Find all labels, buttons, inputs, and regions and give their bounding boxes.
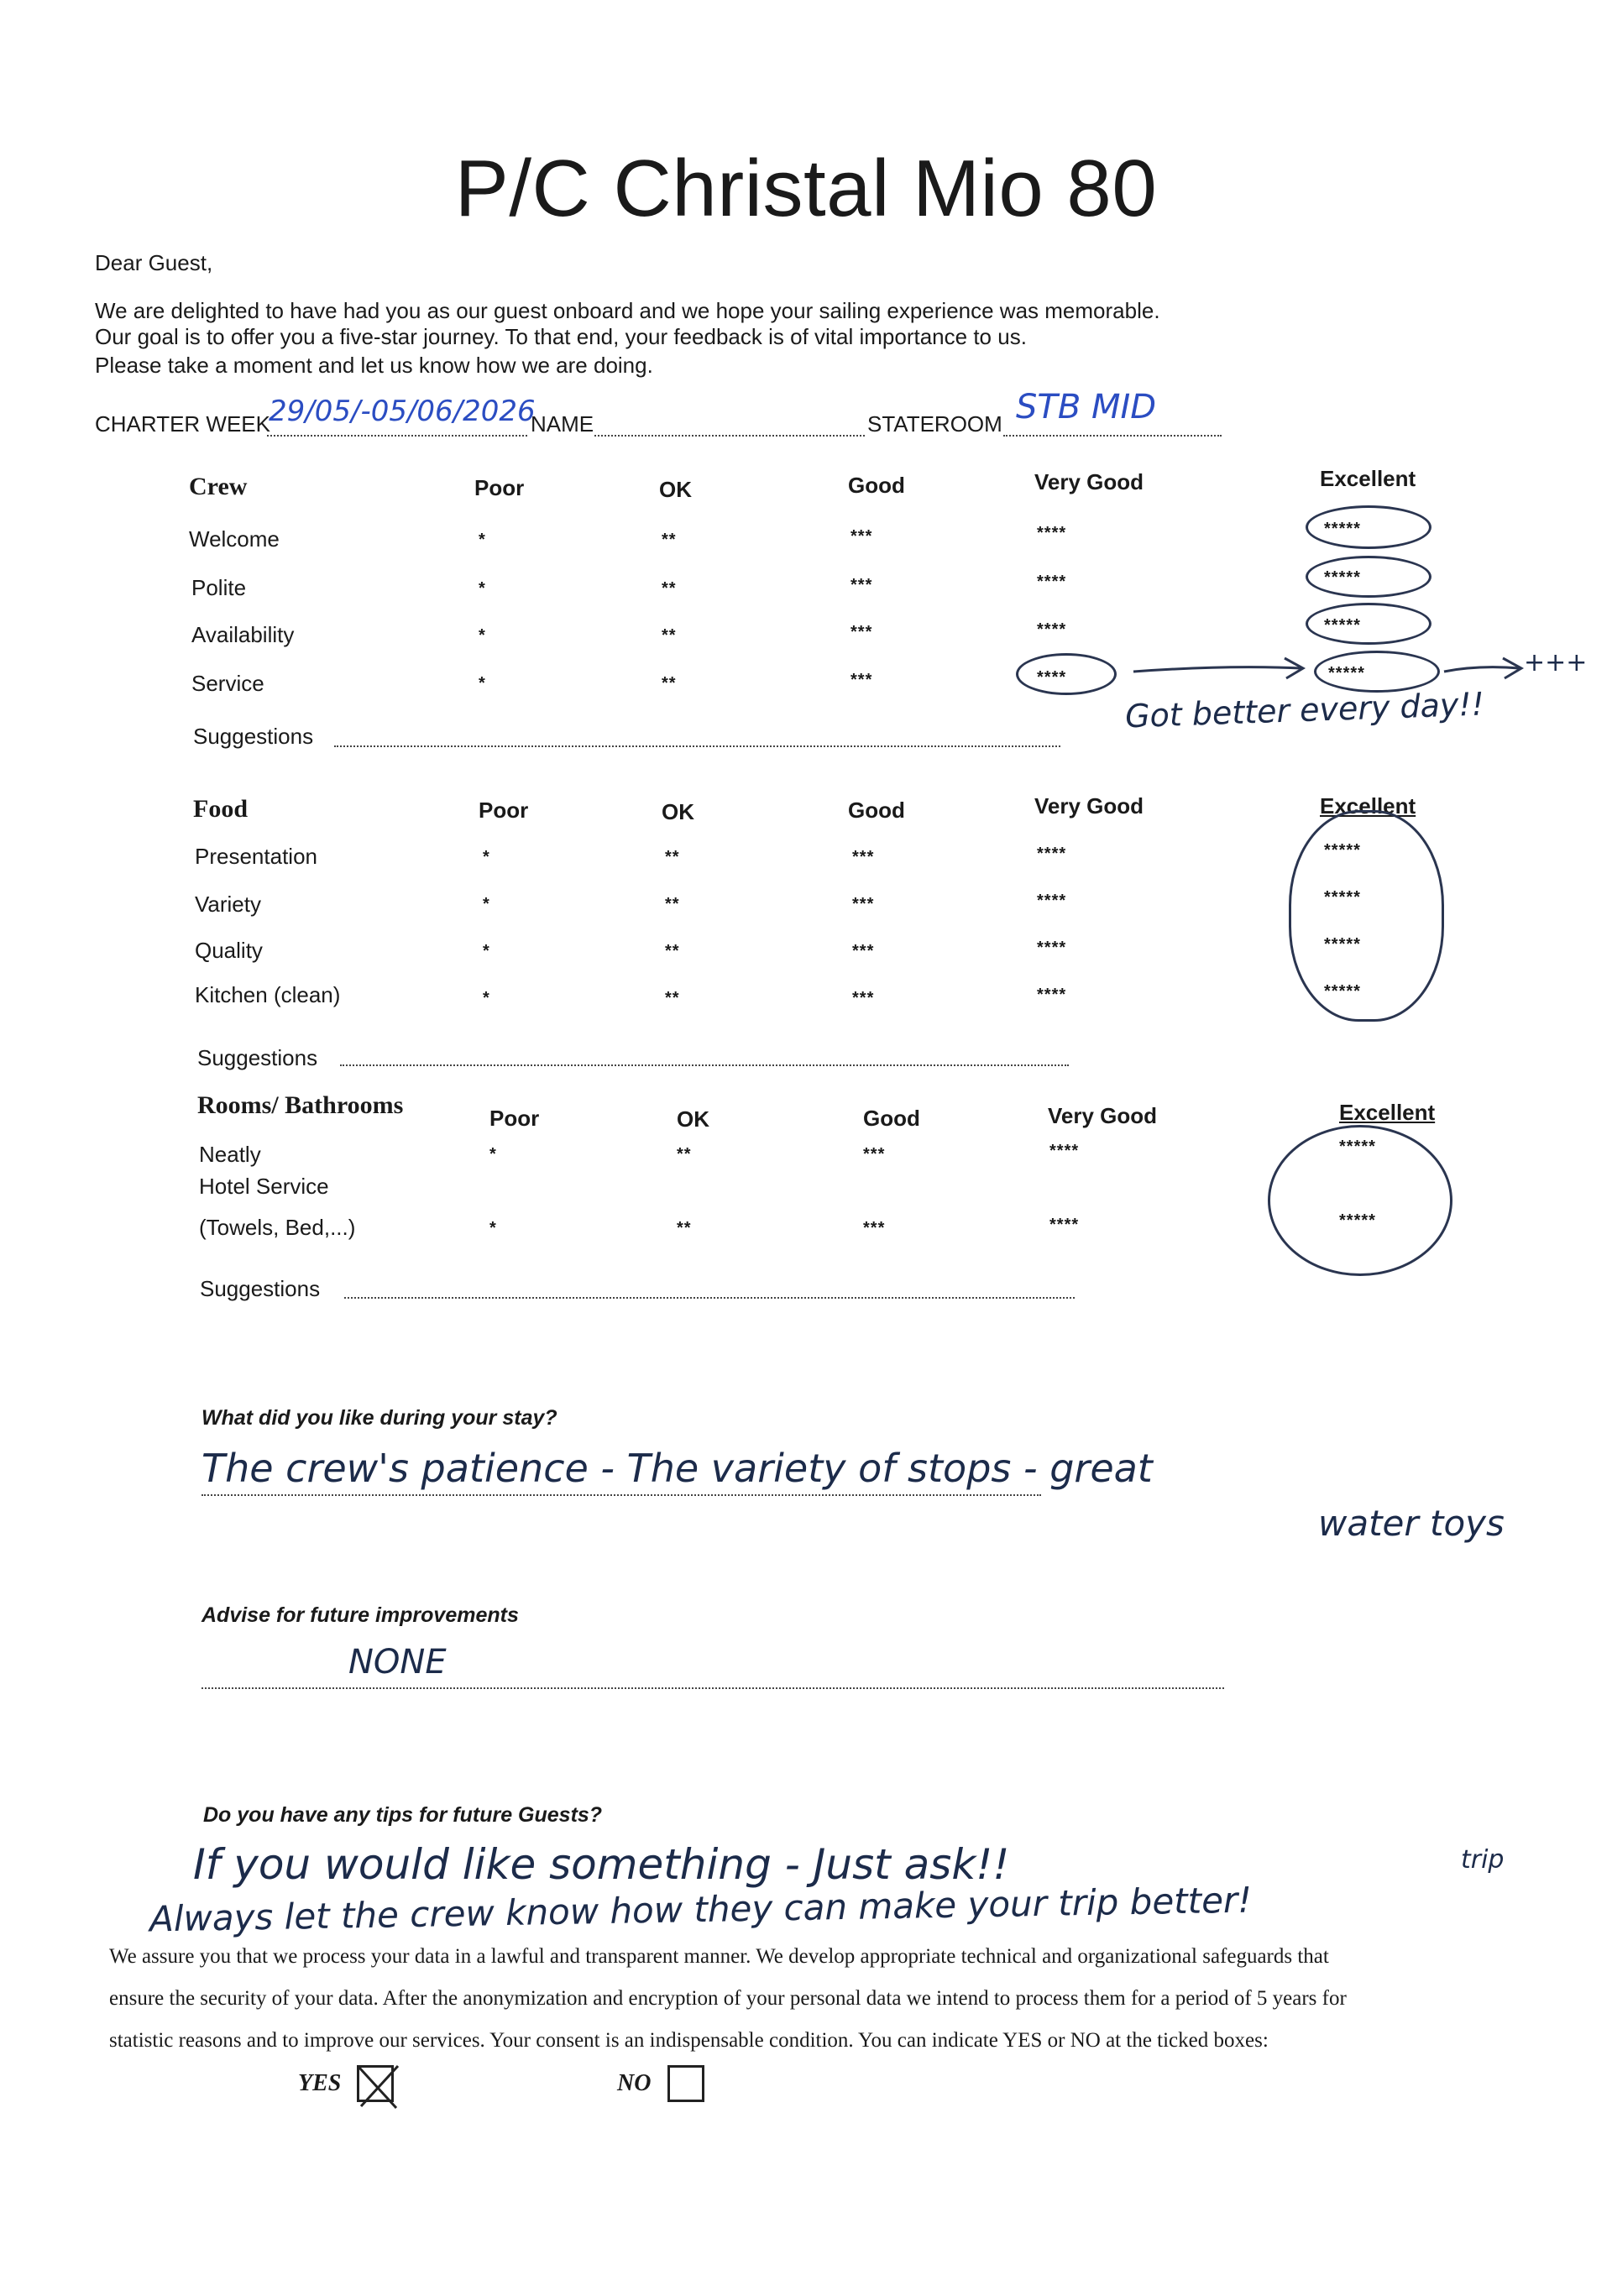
charter-week-label: CHARTER WEEK	[95, 411, 270, 437]
star-5[interactable]: *****	[1324, 982, 1361, 1001]
selection-circle	[1306, 603, 1431, 645]
star-3[interactable]: ***	[850, 576, 873, 594]
star-5[interactable]: *****	[1339, 1138, 1376, 1156]
question-improvements: Advise for future improvements	[202, 1603, 519, 1627]
star-4[interactable]: ****	[1037, 524, 1067, 542]
col-very-good: Very Good	[1048, 1103, 1158, 1128]
consent-no-checkbox[interactable]	[667, 2065, 704, 2102]
answer-liked-line-2[interactable]: water toys	[1318, 1503, 1505, 1544]
answer-tips-line-2[interactable]: Always let the crew know how they can make your trip better!	[149, 1879, 1253, 1940]
rooms-heading: Rooms/ Bathrooms	[197, 1091, 404, 1119]
checkbox-cross-icon	[354, 2063, 405, 2113]
rooms-item-neatly: Neatly	[199, 1142, 261, 1167]
star-3[interactable]: ***	[852, 848, 875, 866]
star-4[interactable]: ****	[1049, 1216, 1080, 1234]
crew-item-service: Service	[191, 671, 264, 696]
star-4[interactable]: ****	[1037, 668, 1067, 687]
star-1[interactable]: *	[483, 989, 490, 1007]
star-4[interactable]: ****	[1037, 892, 1067, 910]
col-poor: Poor	[479, 798, 529, 823]
star-3[interactable]: ***	[850, 527, 873, 546]
star-5[interactable]: *****	[1339, 1211, 1376, 1230]
rooms-suggestions-label: Suggestions	[200, 1276, 321, 1301]
star-1[interactable]: *	[483, 895, 490, 913]
star-3[interactable]: ***	[852, 895, 875, 913]
consent-yes-label: YES	[298, 2070, 342, 2096]
stateroom-line	[1003, 435, 1222, 437]
answer-liked-line-1[interactable]: The crew's patience - The variety of stops - great	[202, 1446, 1153, 1491]
crew-item-polite: Polite	[191, 575, 247, 600]
star-3[interactable]: ***	[850, 623, 873, 641]
col-ok: OK	[677, 1106, 709, 1132]
star-2[interactable]: **	[662, 626, 677, 645]
col-excellent: Excellent	[1339, 1100, 1436, 1125]
star-2[interactable]: **	[662, 579, 677, 598]
question-liked: What did you like during your stay?	[202, 1406, 557, 1430]
star-5[interactable]: *****	[1324, 888, 1361, 907]
star-3[interactable]: ***	[863, 1145, 886, 1164]
intro-line-1: We are delighted to have had you as our guest onboard and we hope your sailing experience was memorable.	[95, 298, 1160, 323]
consent-text-3: statistic reasons and to improve our services. Your consent is an indispensable condition. You can indicate YES or NO at the ticked boxes:	[109, 2029, 1269, 2052]
star-1[interactable]: *	[483, 942, 490, 960]
crew-item-availability: Availability	[191, 622, 295, 647]
crew-suggestions-line[interactable]	[334, 745, 1060, 747]
answer-improvements-rule	[202, 1687, 1224, 1689]
selection-circle	[1306, 556, 1431, 598]
charter-week-value[interactable]: 29/05/-05/06/2026	[269, 395, 536, 428]
crew-heading: Crew	[189, 473, 248, 500]
star-4[interactable]: ****	[1037, 939, 1067, 957]
crew-suggestions-label: Suggestions	[193, 724, 314, 749]
rooms-item-towels-bed: (Towels, Bed,...)	[199, 1215, 356, 1240]
col-excellent: Excellent	[1320, 793, 1416, 819]
food-heading: Food	[193, 795, 249, 823]
star-2[interactable]: **	[665, 895, 680, 913]
col-ok: OK	[662, 799, 694, 824]
col-good: Good	[848, 473, 905, 498]
consent-text-1: We assure you that we process your data in a lawful and transparent manner. We develop appropriate technical and organizational safeguards that	[109, 1945, 1329, 1968]
star-4[interactable]: ****	[1037, 573, 1067, 591]
star-5[interactable]: *****	[1324, 935, 1361, 954]
star-2[interactable]: **	[662, 674, 677, 693]
food-item-presentation: Presentation	[195, 844, 317, 869]
star-2[interactable]: **	[665, 942, 680, 960]
name-line[interactable]	[594, 435, 865, 437]
star-1[interactable]: *	[479, 579, 486, 598]
star-5[interactable]: *****	[1324, 616, 1361, 635]
charter-week-line	[267, 435, 527, 437]
answer-liked-rule	[202, 1494, 1041, 1496]
selection-circle	[1289, 810, 1444, 1022]
crew-annotation: Got better every day!!	[1124, 685, 1485, 735]
col-very-good: Very Good	[1034, 793, 1144, 819]
star-1[interactable]: *	[483, 848, 490, 866]
food-suggestions-line[interactable]	[340, 1064, 1069, 1066]
star-1[interactable]: *	[489, 1219, 497, 1237]
star-2[interactable]: **	[665, 848, 680, 866]
crew-item-welcome: Welcome	[189, 526, 280, 552]
star-4[interactable]: ****	[1037, 845, 1067, 863]
consent-text-2: ensure the security of your data. After the anonymization and encryption of your personal data we intend to process them for a period of 5 years for	[109, 1987, 1347, 2010]
intro-line-2: Our goal is to offer you a five-star journey. To that end, your feedback is of vital importance to us.	[95, 324, 1027, 349]
stateroom-label: STATEROOM	[867, 411, 1002, 437]
selection-circle	[1268, 1125, 1452, 1276]
star-3[interactable]: ***	[850, 671, 873, 689]
star-5[interactable]: *****	[1324, 841, 1361, 860]
selection-circle	[1306, 505, 1431, 549]
star-1[interactable]: *	[479, 674, 486, 693]
answer-tips-inserted: trip	[1461, 1845, 1505, 1875]
star-5[interactable]: *****	[1328, 664, 1365, 683]
star-2[interactable]: **	[677, 1145, 692, 1164]
answer-tips-line-1[interactable]: If you would like something - Just ask!!	[193, 1840, 1010, 1889]
star-1[interactable]: *	[479, 626, 486, 645]
star-3[interactable]: ***	[863, 1219, 886, 1237]
selection-circle	[1016, 653, 1117, 695]
col-good: Good	[863, 1106, 920, 1131]
star-1[interactable]: *	[489, 1145, 497, 1164]
col-very-good: Very Good	[1034, 469, 1144, 494]
food-item-kitchen: Kitchen (clean)	[195, 982, 341, 1007]
col-poor: Poor	[474, 475, 525, 500]
stateroom-value[interactable]: STB MID	[1016, 388, 1157, 426]
star-1[interactable]: *	[479, 531, 486, 549]
star-4[interactable]: ****	[1037, 986, 1067, 1004]
star-4[interactable]: ****	[1049, 1142, 1080, 1160]
rooms-item-hotel-service: Hotel Service	[199, 1174, 329, 1199]
consent-yes-checkbox[interactable]	[357, 2065, 394, 2102]
star-2[interactable]: **	[665, 989, 680, 1007]
star-4[interactable]: ****	[1037, 620, 1067, 639]
col-poor: Poor	[489, 1106, 540, 1131]
food-suggestions-label: Suggestions	[197, 1045, 318, 1070]
crew-annotation-plus: +++	[1524, 648, 1588, 677]
star-5[interactable]: *****	[1324, 520, 1361, 538]
rooms-suggestions-line[interactable]	[344, 1297, 1075, 1299]
food-item-variety: Variety	[195, 892, 261, 917]
star-2[interactable]: **	[662, 531, 677, 549]
intro-line-3: Please take a moment and let us know how we are doing.	[95, 353, 653, 378]
greeting: Dear Guest,	[95, 250, 213, 275]
star-3[interactable]: ***	[852, 942, 875, 960]
answer-improvements[interactable]: NONE	[348, 1643, 447, 1681]
col-ok: OK	[659, 477, 692, 502]
star-5[interactable]: *****	[1324, 568, 1361, 587]
star-3[interactable]: ***	[852, 989, 875, 1007]
question-tips: Do you have any tips for future Guests?	[203, 1803, 603, 1827]
star-2[interactable]: **	[677, 1219, 692, 1237]
food-item-quality: Quality	[195, 938, 263, 963]
consent-no-label: NO	[617, 2070, 652, 2096]
name-label: NAME	[531, 411, 594, 437]
col-excellent: Excellent	[1320, 466, 1416, 491]
form-title: P/C Christal Mio 80	[454, 144, 1158, 233]
col-good: Good	[848, 798, 905, 823]
